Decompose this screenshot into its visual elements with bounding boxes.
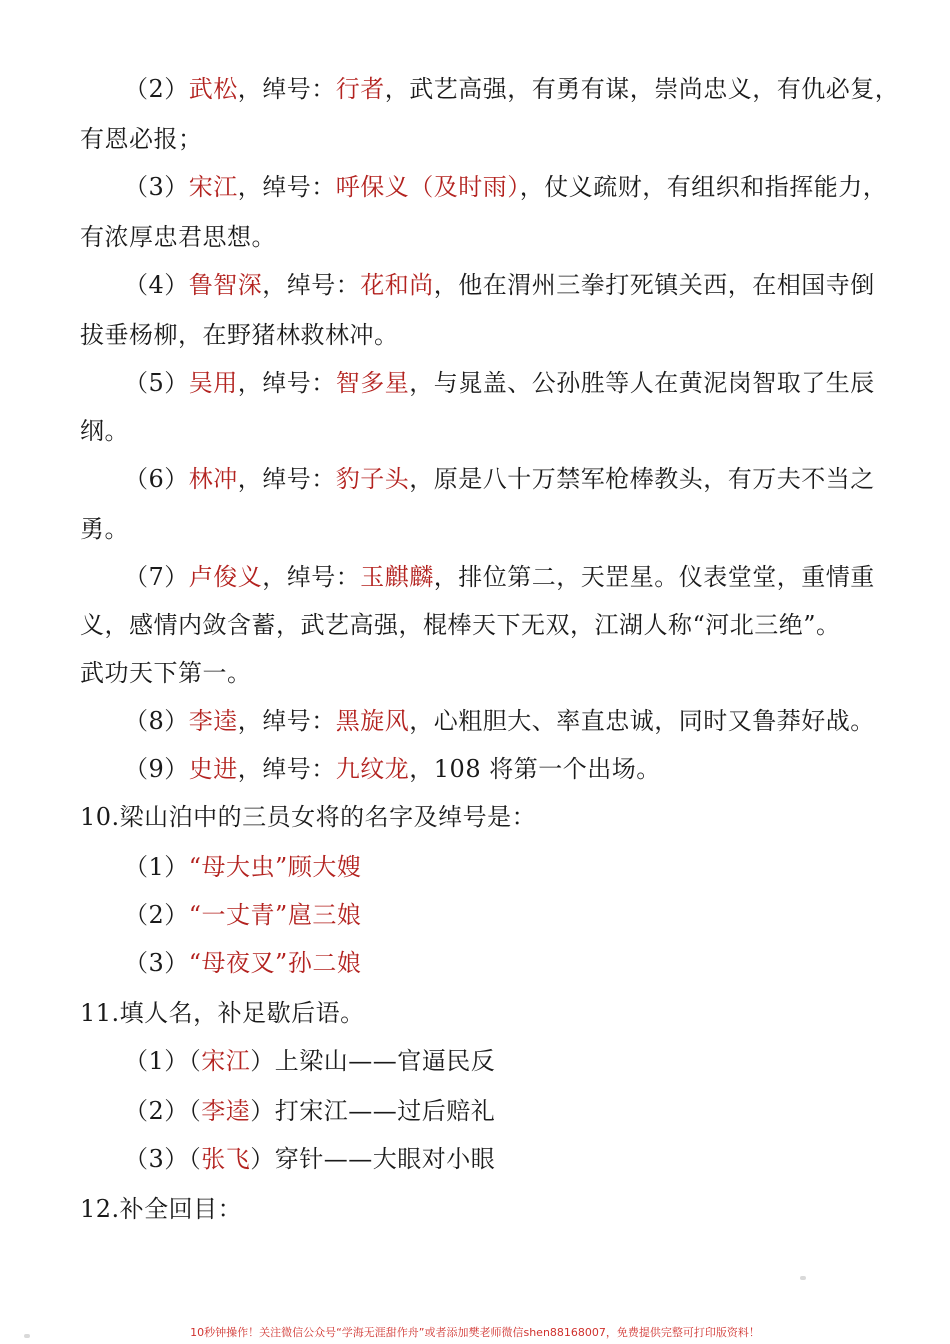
body-text: ，他在渭州三拳打死镇关西，在相国寺倒 xyxy=(433,271,875,299)
text-line xyxy=(124,704,924,738)
body-text: ，武艺高强，有勇有谋，崇尚忠义，有仇必复， xyxy=(384,75,900,103)
text-line xyxy=(80,220,880,254)
body-text: 12.补全回目： xyxy=(80,1195,243,1223)
text-line xyxy=(124,1044,924,1078)
answer-text: 豹子头 xyxy=(335,465,410,493)
scan-mark xyxy=(800,1276,806,1280)
body-text: （2）（ xyxy=(124,1097,202,1125)
text-line xyxy=(124,170,924,204)
body-text: ，绰号： xyxy=(237,369,336,397)
body-text: ）打宋江——过后赔礼 xyxy=(250,1097,496,1125)
text-line xyxy=(80,800,880,834)
answer-text: 张飞 xyxy=(201,1145,251,1173)
body-text: ，绰号： xyxy=(237,173,336,201)
body-text: ，排位第二，天罡星。仪表堂堂，重情重 xyxy=(433,563,875,591)
body-text: 10.梁山泊中的三员女将的名字及绰号是： xyxy=(80,803,537,831)
answer-text: 宋江 xyxy=(201,1047,251,1075)
answer-text: 李逵 xyxy=(201,1097,251,1125)
body-text: （3） xyxy=(124,949,189,977)
body-text: ）穿针——大眼对小眼 xyxy=(250,1145,496,1173)
body-text: ，绰号： xyxy=(237,465,336,493)
body-text: ，绰号： xyxy=(262,563,361,591)
body-text: ，108 将第一个出场。 xyxy=(409,755,661,783)
body-text: ，仗义疏财，有组织和指挥能力， xyxy=(519,173,888,201)
footer-note: 10秒钟操作！关注微信公众号“学海无涯甜作舟”或者添加樊老师微信shen88168007，免费提供完整可打印版资料！ xyxy=(190,1326,760,1339)
text-line xyxy=(124,946,924,980)
body-text: （9） xyxy=(124,755,189,783)
body-text: 勇。 xyxy=(80,515,129,543)
text-line xyxy=(124,462,924,496)
body-text: （7） xyxy=(124,563,189,591)
body-text: ，原是八十万禁军枪棒教头，有万夫不当之 xyxy=(409,465,875,493)
body-text: ，与晁盖、公孙胜等人在黄泥岗智取了生辰 xyxy=(409,369,875,397)
answer-text: 宋江 xyxy=(188,173,238,201)
body-text: 拔垂杨柳，在野猪林救林冲。 xyxy=(80,321,399,349)
answer-text: 行者 xyxy=(335,75,385,103)
body-text: 有浓厚忠君思想。 xyxy=(80,223,276,251)
answer-text: 卢俊义 xyxy=(188,563,263,591)
body-text: 武功天下第一。 xyxy=(80,659,252,687)
body-text: （1）（ xyxy=(124,1047,202,1075)
body-text: （3） xyxy=(124,173,189,201)
text-line xyxy=(80,318,880,352)
answer-text: 武松 xyxy=(188,75,238,103)
text-line xyxy=(124,898,924,932)
text-line xyxy=(80,1192,880,1226)
text-line xyxy=(124,72,924,106)
body-text: ）上梁山——官逼民反 xyxy=(250,1047,496,1075)
body-text: ，绰号： xyxy=(237,707,336,735)
body-text: （5） xyxy=(124,369,189,397)
answer-text: 吴用 xyxy=(188,369,238,397)
body-text: 纲。 xyxy=(80,417,129,445)
text-line xyxy=(124,1142,924,1176)
answer-text: 黑旋风 xyxy=(335,707,410,735)
body-text: 11.填人名，补足歇后语。 xyxy=(80,999,365,1027)
text-line xyxy=(124,268,924,302)
body-text: 有恩必报； xyxy=(80,125,203,153)
text-line xyxy=(124,560,924,594)
answer-text: “母夜叉”孙二娘 xyxy=(188,949,362,977)
body-text: （6） xyxy=(124,465,189,493)
text-line xyxy=(80,122,880,156)
text-line xyxy=(80,996,880,1030)
answer-text: 呼保义（及时雨） xyxy=(335,173,520,201)
answer-text: “母大虫”顾大嫂 xyxy=(188,853,362,881)
text-line xyxy=(80,608,880,642)
body-text: 义，感情内敛含蓄，武艺高强，棍棒天下无双，江湖人称“河北三绝”。 xyxy=(80,611,841,639)
body-text: ，心粗胆大、率直忠诚，同时又鲁莽好战。 xyxy=(409,707,875,735)
body-text: （3）（ xyxy=(124,1145,202,1173)
text-line xyxy=(124,850,924,884)
text-line xyxy=(80,414,880,448)
text-line xyxy=(80,512,880,546)
text-line xyxy=(80,656,880,690)
answer-text: 史进 xyxy=(188,755,238,783)
body-text: （4） xyxy=(124,271,189,299)
body-text: （8） xyxy=(124,707,189,735)
answer-text: 智多星 xyxy=(335,369,410,397)
text-line xyxy=(124,752,924,786)
body-text: ，绰号： xyxy=(237,75,336,103)
answer-text: 玉麒麟 xyxy=(360,563,434,591)
answer-text: 鲁智深 xyxy=(188,271,263,299)
answer-text: 林冲 xyxy=(188,465,238,493)
body-text: ，绰号： xyxy=(237,755,336,783)
body-text: （1） xyxy=(124,853,189,881)
body-text: （2） xyxy=(124,75,189,103)
text-line xyxy=(124,1094,924,1128)
body-text: （2） xyxy=(124,901,189,929)
body-text: ，绰号： xyxy=(262,271,361,299)
answer-text: 李逵 xyxy=(188,707,238,735)
scan-mark xyxy=(24,1334,30,1338)
text-line xyxy=(124,366,924,400)
answer-text: “一丈青”扈三娘 xyxy=(188,901,362,929)
answer-text: 九纹龙 xyxy=(335,755,410,783)
answer-text: 花和尚 xyxy=(360,271,434,299)
